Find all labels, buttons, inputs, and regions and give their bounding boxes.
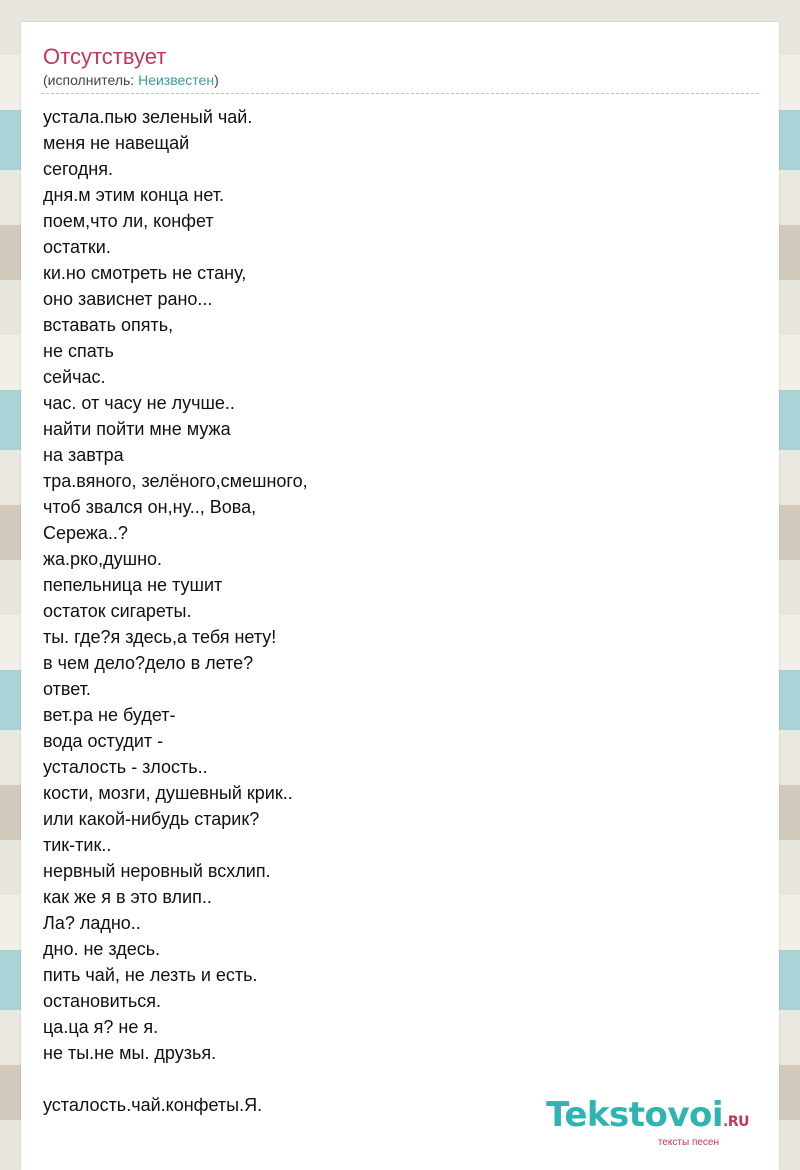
- lyric-line: нервный неровный всхлип.: [43, 861, 271, 881]
- lyric-line: как же я в это влип..: [43, 887, 212, 907]
- lyric-line: усталость - злость..: [43, 757, 208, 777]
- lyric-line: тра.вяного, зелёного,смешного,: [43, 471, 308, 491]
- lyric-line: не ты.не мы. друзья.: [43, 1043, 217, 1063]
- artist-name-link[interactable]: Неизвестен: [138, 72, 215, 88]
- lyric-line: [43, 1066, 743, 1092]
- lyric-line: или какой-нибудь старик?: [43, 809, 260, 829]
- lyric-line: кости, мозги, душевный крик..: [43, 783, 293, 803]
- lyric-line: ответ.: [43, 679, 91, 699]
- lyric-line: вставать опять,: [43, 315, 174, 335]
- lyric-line: устала.пью зеленый чай.: [43, 107, 253, 127]
- lyric-line: дня.м этим конца нет.: [43, 185, 224, 205]
- lyric-line: остаток сигареты.: [43, 601, 192, 621]
- lyric-line: остановиться.: [43, 991, 162, 1011]
- lyric-line: найти пойти мне мужа: [43, 419, 231, 439]
- lyric-line: сегодня.: [43, 159, 113, 179]
- lyric-line: поем,что ли, конфет: [43, 211, 214, 231]
- lyric-line: оно зависнет рано...: [43, 289, 213, 309]
- lyric-line: на завтра: [43, 445, 124, 465]
- site-watermark: [546, 1095, 749, 1148]
- lyric-line: пить чай, не лезть и есть.: [43, 965, 258, 985]
- lyric-line: дно. не здесь.: [43, 939, 161, 959]
- lyric-line: вет.ра не будет-: [43, 705, 176, 725]
- lyric-line: ца.ца я? не я.: [43, 1017, 159, 1037]
- lyric-line: вода остудит -: [43, 731, 164, 751]
- artist-line: [43, 72, 219, 88]
- site-tagline: тексты песен: [657, 1137, 719, 1148]
- lyric-line: час. от часу не лучше..: [43, 393, 235, 413]
- lyric-line: сейчас.: [43, 367, 106, 387]
- lyric-line: тик-тик..: [43, 835, 112, 855]
- artist-prefix: (исполнитель:: [43, 72, 139, 88]
- site-logo-name: Tekstovoi: [546, 1095, 724, 1135]
- lyric-line: остатки.: [43, 237, 111, 257]
- lyric-line: ты. где?я здесь,а тебя нету!: [43, 627, 277, 647]
- lyric-line: ки.но смотреть не стану,: [43, 263, 247, 283]
- lyric-line: не спать: [43, 341, 114, 361]
- header-divider: [41, 93, 759, 94]
- artist-suffix: ): [214, 72, 219, 88]
- lyric-line: Сережа..?: [43, 523, 128, 543]
- lyric-line: усталость.чай.конфеты.Я.: [43, 1095, 263, 1115]
- song-title: Отсутствует: [43, 44, 167, 69]
- site-logo: [546, 1095, 749, 1139]
- lyric-line: чтоб звался он,ну.., Вова,: [43, 497, 257, 517]
- site-logo-tld: .RU: [723, 1114, 749, 1130]
- lyric-line: Ла? ладно..: [43, 913, 141, 933]
- lyric-line: жа.рко,душно.: [43, 549, 163, 569]
- lyric-line: в чем дело?дело в лете?: [43, 653, 254, 673]
- lyrics-text: [43, 104, 743, 1118]
- lyrics-sheet: [21, 22, 779, 1170]
- lyric-line: меня не навещай: [43, 133, 190, 153]
- lyric-line: пепельница не тушит: [43, 575, 223, 595]
